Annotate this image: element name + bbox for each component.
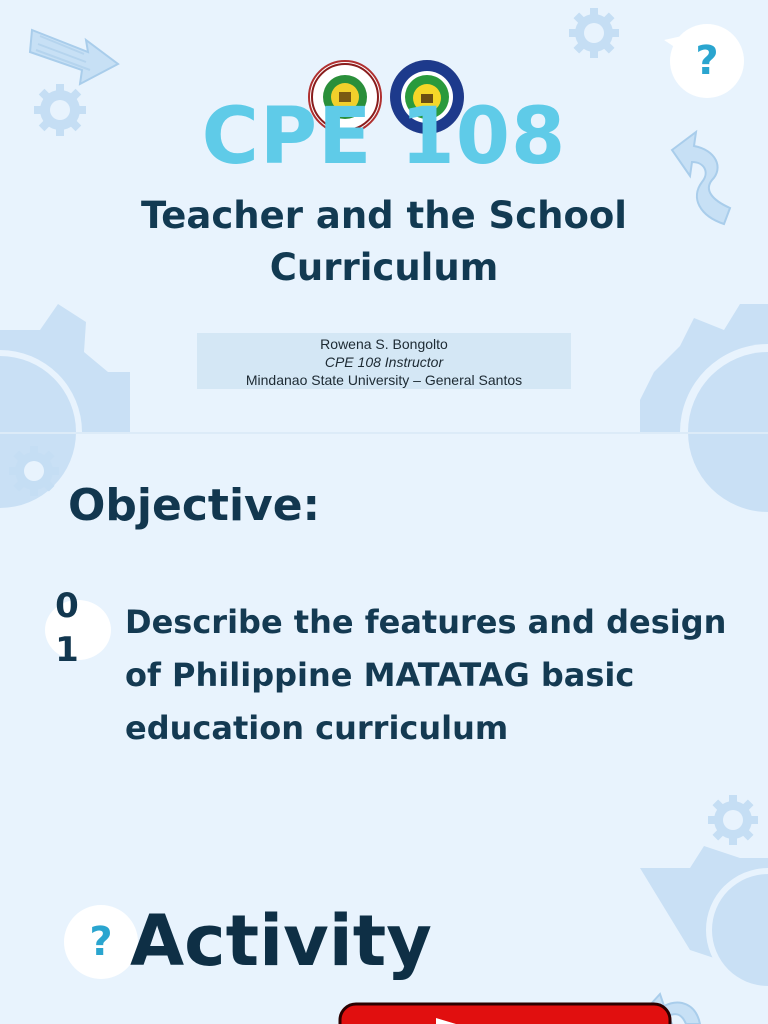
objective-number-digit1: 0 [55,586,79,626]
course-code: CPE 108 [201,92,567,182]
instructor-info-box [197,333,571,389]
activity-heading: Activity [130,900,432,982]
instructor-name: Rowena S. Bongolto [320,336,448,352]
arrow-right-icon [30,30,118,84]
question-icon: ? [89,919,113,965]
institution: Mindanao State University – General Santos [245,372,523,388]
objective-number-digit2: 1 [55,630,79,670]
course-title-line2: Curriculum [269,246,499,289]
gear-icon [708,795,758,845]
question-icon: ? [695,38,719,84]
gear-icon [9,446,59,496]
gear-icon [640,304,768,520]
objective-text: Describe the features and design of Philippine MATATAG basic education curriculum [125,603,727,747]
instructor-role: CPE 108 Instructor [324,354,444,370]
slide-divider [0,432,768,434]
objective-heading: Objective: [68,480,321,531]
speech-tail [664,36,684,56]
activity-help-button[interactable] [64,905,138,979]
play-button-icon [340,1004,670,1024]
gear-icon [569,8,619,58]
course-title-line1: Teacher and the School [140,194,627,237]
objective-number [52,584,82,672]
gear-icon [640,846,768,992]
course-title [0,190,768,294]
